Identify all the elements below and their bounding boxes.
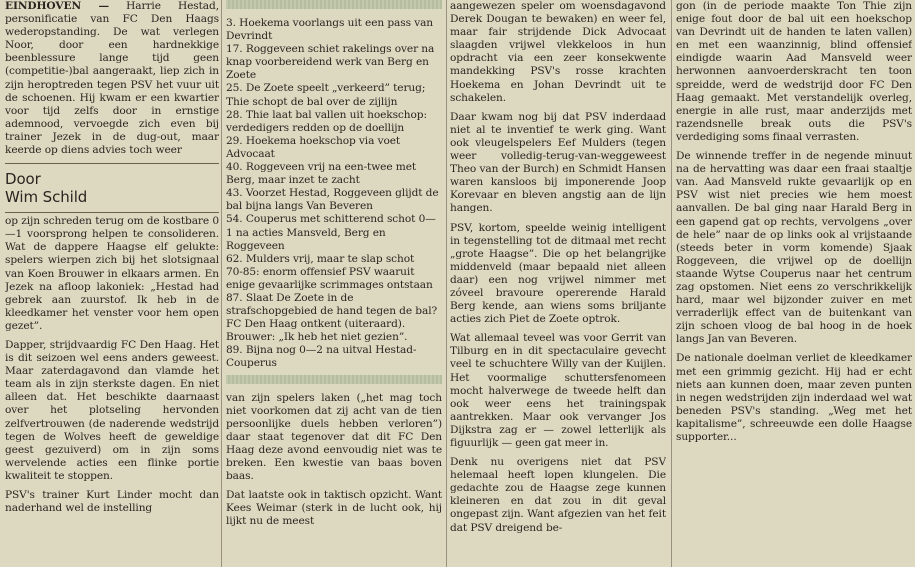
match-event: 29. Hoekema hoekschop via voet Advocaat bbox=[226, 134, 401, 160]
match-event: 28. Thie laat bal vallen uit hoekschop: verdedigers redden op de doellijn bbox=[226, 108, 427, 134]
section-band bbox=[226, 375, 442, 384]
article-column-2 bbox=[226, 0, 442, 567]
paragraph: Denk nu overigens niet dat PSV helemaal heeft lopen klungelen. Die gedachte zou de Haagse zege kunnen kleineren en dat zou in dit geval ongepast zijn. Want afgezien van het feit dat PSV dreigend be- bbox=[450, 456, 666, 534]
match-event: 89. Bijna nog 0—2 na uitval Hestad-Couperus bbox=[226, 344, 417, 370]
section-band bbox=[226, 0, 442, 9]
article-column-3 bbox=[450, 0, 666, 567]
intro-text: Harrie Hestad, personificatie van FC Den Haags wederopstanding. De wat verlegen Noor, door een hardnekkige beenblessure lange tijd geen (competitie-)bal aangeraakt, liep zich in zijn heroptreden tegen PSV het vuur uit de schoenen. Hij kwam er een kwartier voor tijd zelfs door in ernstige ademnood, vervoegde zich even bij trainer Jezek in de dug-out, maar keerde op diens advies toch weer bbox=[5, 0, 219, 157]
paragraph: Wat allemaal teveel was voor Gerrit van Tilburg en in dit spectaculaire gevecht veel te schuchtere Willy van der Kuijlen. Het voormalige schuttersfenomeen mocht halverwege de tweede helft dan ook weer eens het trainingspak aantrekken. Maar ook vervanger Jos Dijkstra zag er — zowel letterlijk als figuurlijk — geen gat meer in. bbox=[450, 332, 666, 449]
paragraph: Daar kwam nog bij dat PSV inderdaad niet al te inventief te werk ging. Want ook vleugelspelers Eef Mulders (tegen weer volledig-terug-van-weggeweest Theo van der Burch) en Schmidt Hansen waren kansloos bij imponerende Joop Korevaar en bleven angstig aan de lijn hangen. bbox=[450, 110, 666, 215]
match-event: 87. Slaat De Zoete in de strafschopgebied de hand tegen de bal? FC Den Haag ontkent (uiteraard). Brouwer: „Ik heb het niet gezien”. bbox=[226, 291, 438, 344]
byline-rule bbox=[5, 212, 219, 213]
match-event: 25. De Zoete speelt „verkeerd” terug; Thie schopt de bal over de zijlijn bbox=[226, 82, 426, 108]
column-divider bbox=[671, 0, 672, 567]
paragraph: gon (in de periode maakte Ton Thie zijn enige fout door de bal uit een hoekschop van Devrindt uit de handen te laten vallen) en met een waanzinnig, blind offensief eindigde waarin Aad Mansveld weer herwonnen aanvoerderskracht ten toon spreidde, werd de wedstrijd door FC Den Haag gemaakt. Met verstandelijk overleg, energie in alle rust, maar anderzijds met razendsnelle break outs die PSV's verdediging soms finaal verrasten. bbox=[676, 0, 912, 143]
paragraph: van zijn spelers laken („het mag toch niet voorkomen dat zij acht van de tien persoonlijke duels hebben verloren”) daar staat tegenover dat dit FC Den Haag deze avond eenvoudig niet was te breken. Een kwestie van baas boven baas. bbox=[226, 391, 442, 483]
byline-rule bbox=[5, 163, 219, 164]
match-event: 43. Voorzet Hestad, Roggeveen glijdt de bal bijna langs Van Beveren bbox=[226, 187, 439, 213]
match-event: 17. Roggeveen schiet rakelings over na knap voorbereidend werk van Berg en Zoete bbox=[226, 43, 435, 82]
paragraph: Dapper, strijdvaardig FC Den Haag. Het is dit seizoen wel eens anders geweest. Maar zaterdagavond dan vlamde het team als in zijn sterkste dagen. En niet alleen dat. Het beschikte daarnaast over het plotseling hervonden zelfvertrouwen (de naderende wedstrijd tegen de Wolves heeft de geweldige geest gezuiverd) om in zijn soms wervelende acties een flinke portie kwaliteit te stoppen. bbox=[5, 338, 219, 482]
paragraph: aangewezen speler om woensdagavond Derek Dougan te bewaken) en weer fel, maar fair strijdende Dick Advocaat slaagden vrijwel vlekkeloos in hun opdracht via een zeer konsekwente mandekking PSV's rosse krachten Hoekema en Johan Devrindt uit te schakelen. bbox=[450, 0, 666, 104]
match-event: 3. Hoekema voorlangs uit een pass van Devrindt bbox=[226, 17, 434, 43]
match-event: 62. Mulders vrij, maar te slap schot bbox=[226, 252, 415, 265]
paragraph: Dat laatste ook in taktisch opzicht. Want Kees Weimar (sterk in de lucht ook, hij lijkt nu de meest bbox=[226, 489, 442, 528]
dateline: EINDHOVEN — bbox=[5, 0, 109, 12]
match-event: 40. Roggeveen vrij na een-twee met Berg, maar inzet te zacht bbox=[226, 161, 417, 187]
column-divider bbox=[221, 0, 222, 567]
match-event: 70-85: enorm offensief PSV waaruit enige gevaarlijke scrimmages ontstaan bbox=[226, 265, 433, 291]
intro-paragraph bbox=[5, 0, 219, 157]
paragraph: PSV's trainer Kurt Linder mocht dan naderhand wel de instelling bbox=[5, 489, 219, 515]
paragraph: De winnende treffer in de negende minuut na de hervatting was daar een fraai staaltje van. Aad Mansveld rukte gevaarlijk op en PSV wist niet precies wie hem moest aanvallen. De bal ging naar Harald Berg in een gapend gat op rechts, vervolgens „over de hele” naar de op links ook al vrijstaande (steeds beter in vorm komende) Sjaak Roggeveen, die vrijwel op de doellijn staande Wytse Couperus naar het centrum zag opstomen. Niet eens zo verschrikkelijk hard, maar wel bijzonder zuiver en met verraderlijk effect van de buitenkant van zijn schoen vloog de bal hoog in de hoek langs Jan van Beveren. bbox=[676, 150, 912, 346]
article-column-4 bbox=[676, 0, 912, 567]
column-divider bbox=[446, 0, 447, 567]
byline: Door Wim Schild bbox=[5, 170, 88, 207]
article-column-1 bbox=[5, 0, 219, 567]
paragraph: PSV, kortom, speelde weinig intelligent in tegenstelling tot de ditmaal met recht „grote Haagse”. Die op het belangrijke middenveld (maar bepaald niet alleen daar) een nog vrijwel nimmer met zóveel bravoure opererende Harald Berg kende, aan wiens soms briljante acties zich Piet de Zoete optrok. bbox=[450, 221, 666, 326]
paragraph: De nationale doelman verliet de kleedkamer met een grimmig gezicht. Hij had er echt niets aan kunnen doen, maar zeven punten in negen wedstrijden zijn inderdaad wel wat beneden PSV's standing. „Weg met het kapitalisme”, schreeuwde een dolle Haagse supporter... bbox=[676, 352, 912, 443]
paragraph: op zijn schreden terug om de kostbare 0—1 voorsprong helpen te consolideren. Wat de dappere Haagse elf gelukte: spelers wierpen zich bij het slotsignaal van Koen Brouwer in elkaars armen. En Jezek na afloop lakoniek: „Hestad had gebrek aan zuurstof. Ik heb in de kleedkamer het venster voor hem open gezet”. bbox=[5, 215, 219, 332]
match-event: 54. Couperus met schitterend schot 0—1 na acties Mansveld, Berg en Roggeveen bbox=[226, 213, 436, 252]
match-events-list bbox=[226, 17, 442, 371]
